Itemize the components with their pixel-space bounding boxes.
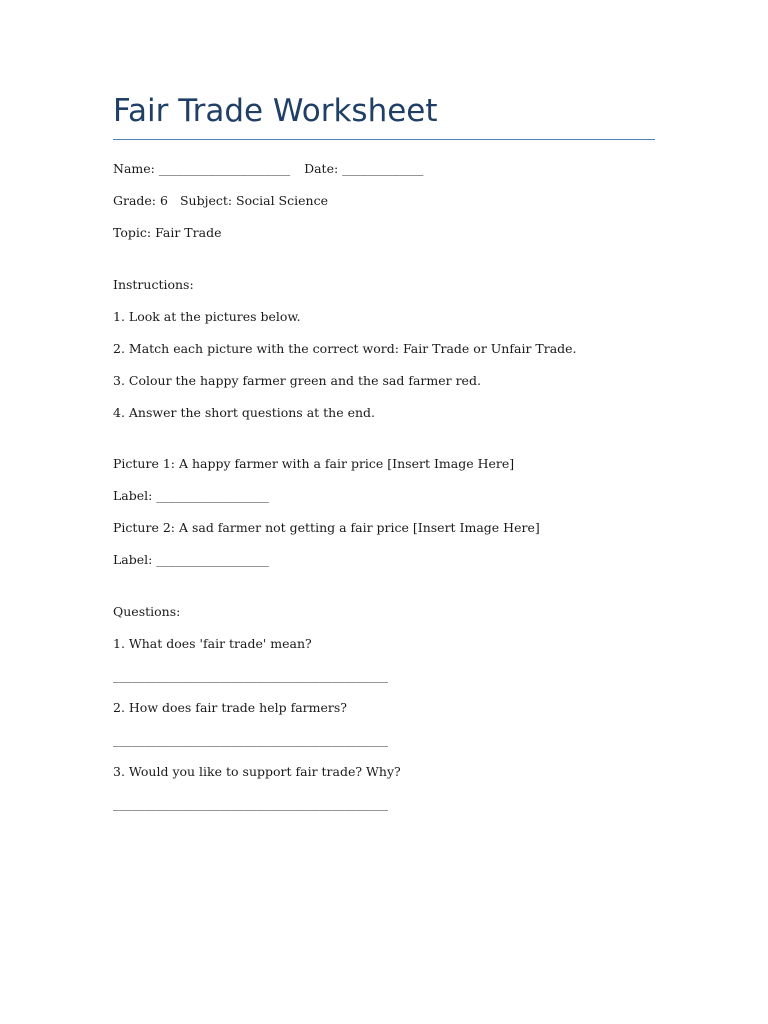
instruction-step: 1. Look at the pictures below.: [113, 309, 301, 324]
grade-subject-row: [113, 193, 328, 209]
instruction-step: 3. Colour the happy farmer green and the sad farmer red.: [113, 373, 481, 388]
answer-line-2[interactable]: ____________________________________________: [113, 732, 388, 747]
question-1: 1. What does 'fair trade' mean?: [113, 636, 312, 651]
questions-heading: Questions:: [113, 604, 181, 619]
picture-2-caption: Picture 2: A sad farmer not getting a fair price [Insert Image Here]: [113, 520, 540, 535]
name-date-row: [113, 161, 423, 177]
name-field[interactable]: Name: _____________________: [113, 161, 291, 176]
picture-1-caption: Picture 1: A happy farmer with a fair price [Insert Image Here]: [113, 456, 515, 471]
question-2: 2. How does fair trade help farmers?: [113, 700, 347, 715]
instruction-step: 4. Answer the short questions at the end.: [113, 405, 376, 420]
answer-line-3[interactable]: ____________________________________________: [113, 796, 388, 811]
subject-text: Subject: Social Science: [179, 193, 328, 208]
question-3: 3. Would you like to support fair trade? Why?: [113, 764, 401, 779]
answer-line-1[interactable]: ____________________________________________: [113, 668, 388, 683]
instructions-heading: Instructions:: [113, 277, 194, 292]
picture-1-label-field[interactable]: Label: __________________: [113, 488, 269, 503]
date-field[interactable]: Date: _____________: [304, 161, 424, 176]
grade-text: Grade: 6: [113, 193, 168, 208]
picture-2-label-field[interactable]: Label: __________________: [113, 552, 269, 567]
title-underline: [113, 139, 655, 140]
page-title: Fair Trade Worksheet: [113, 93, 438, 129]
instruction-step: 2. Match each picture with the correct word: Fair Trade or Unfair Trade.: [113, 341, 577, 356]
topic-text: Topic: Fair Trade: [113, 225, 222, 240]
